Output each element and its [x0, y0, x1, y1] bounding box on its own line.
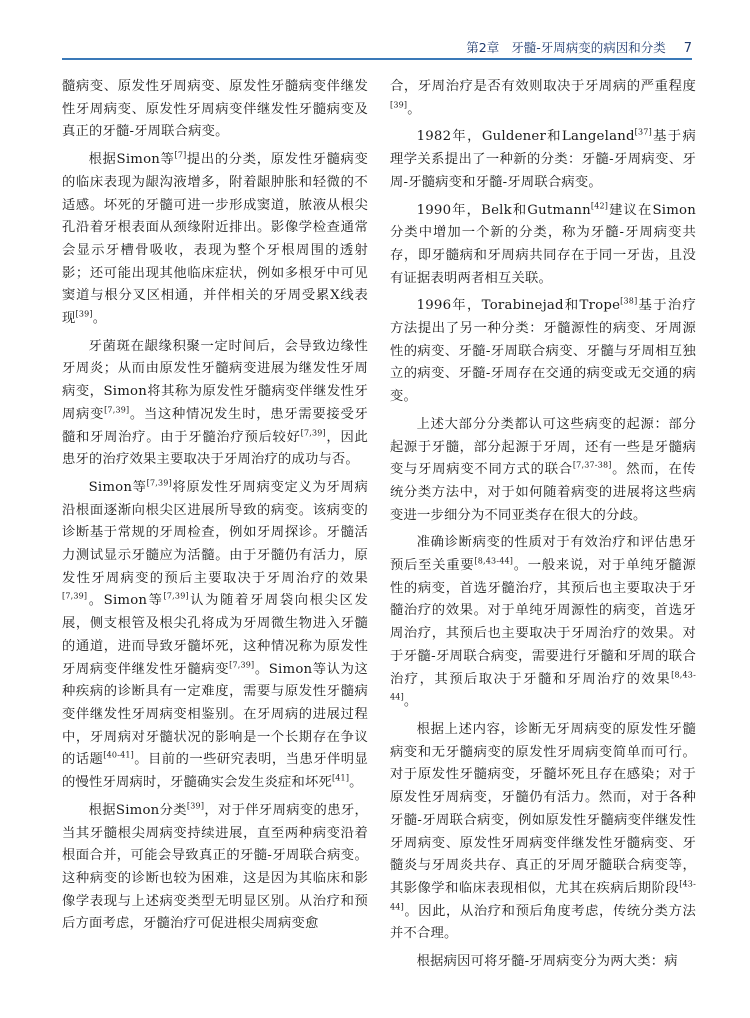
paragraph-text: 认为随着牙周袋向根尖区发展，侧支根管及根尖孔将成为牙周微生物进入牙髓的通道，进而导致牙髓坏死，这种情况称为原发性牙周病变伴继发性牙髓病变 [62, 593, 368, 677]
paragraph [62, 477, 368, 795]
paragraph [62, 800, 368, 936]
paragraph-text: 。 [403, 694, 418, 710]
citation: [7,39] [300, 428, 326, 438]
paragraph-text: 1996年，Torabinejad和Trope [416, 298, 621, 314]
chapter-title: 牙髓-牙周病变的病因和分类 [511, 40, 666, 55]
paragraph-text: 根据Simon等 [88, 152, 175, 168]
citation: [38] [620, 296, 638, 306]
paragraph-text: 。目前的一些研究表明，当患牙伴明显的慢性牙周病时，牙髓确实会发生炎症和坏死 [62, 752, 368, 791]
paragraph [390, 719, 696, 946]
citation: [39] [390, 100, 408, 110]
paragraph-text: 。因此，从治疗和预后角度考虑，传统分类方法并不合理。 [390, 903, 696, 942]
paragraph [390, 951, 696, 974]
paragraph-text: 牙菌斑在龈缘积聚一定时间后，会导致边缘性牙周炎；从而由原发性牙髓病变进展为继发性牙周病变，Simon将其称为原发性牙髓病变伴继发性牙周病变 [62, 338, 368, 422]
paragraph [62, 149, 368, 331]
citation: [8,43-44] [474, 556, 514, 566]
paragraph-text: 。一般来说，对于单纯牙髓源性的病变，首选牙髓治疗，其预后也主要取决于牙髓治疗的效果。对于单纯牙周源性的病变，首选牙周治疗，其预后也主要取决于牙周治疗的效果。对于牙髓-牙周联合病变，需要进行牙髓和牙周的联合治疗，其预后取决于牙髓和牙周治疗的效果 [390, 558, 696, 687]
citation: [43-44] [390, 879, 696, 912]
paragraph-text: 。 [407, 101, 421, 117]
paragraph-text: 基于病理学关系提出了一种新的分类：牙髓-牙周病变、牙周-牙髓病变和牙髓-牙周联合病变。 [390, 129, 696, 190]
paragraph-text: 根据病因可将牙髓-牙周病变分为两大类：病 [416, 954, 678, 970]
citation: [7] [174, 150, 187, 160]
right-column [390, 76, 696, 979]
paragraph-text: 。Simon等认为这种疾病的诊断具有一定难度，需要与原发性牙髓病变伴继发性牙周病变相鉴别。在牙周病的进展过程中，牙周病对牙髓状况的影响是一个长期存在争议的话题 [62, 661, 368, 768]
citation: [40-41] [103, 750, 135, 760]
citation: [39] [186, 801, 205, 811]
paragraph [390, 532, 696, 714]
citation: [7,39] [146, 478, 172, 488]
paragraph-text: 髓病变、原发性牙周病变、原发性牙髓病变伴继发性牙周病变、原发性牙周病变伴继发性牙髓病变及真正的牙髓-牙周联合病变。 [62, 79, 368, 140]
citation: [7,39] [104, 405, 130, 415]
page-header [62, 36, 692, 64]
citation: [7,37-38] [572, 460, 612, 470]
paragraph-text: ，对于伴牙周病变的患牙，当其牙髓根尖周病变持续进展，直至两种病变沿着根面合并，可能会导致真正的牙髓-牙周联合病变。这种病变的诊断也较为困难，这是因为其临床和影像学表现与上述病变类型无明显区别。从治疗和预后方面考虑，牙髓治疗可促进根尖周病变愈 [62, 802, 369, 932]
paragraph-text: 基于治疗方法提出了另一种分类：牙髓源性的病变、牙周源性的病变、牙髓-牙周联合病变、牙髓与牙周相互独立的病变、牙髓-牙周存在交通的病变或无交通的病变。 [390, 298, 696, 405]
paragraph [390, 414, 696, 528]
paragraph-text: 将原发性牙周病变定义为牙周病沿根面逐渐向根尖区进展所导致的病变。该病变的诊断基于常规的牙周检查，例如牙周探诊。牙髓活力测试显示牙髓应为活髓。由于牙髓仍有活力，原发性牙周病变的预后主要取决于牙周治疗的效果 [62, 479, 368, 586]
paragraph-text: 上述大部分分类都认可这些病变的起源：部分起源于牙髓，部分起源于牙周，还有一些是牙髓病变与牙周病变不同方式的联合 [390, 416, 696, 478]
paragraph [390, 295, 696, 409]
citation: [7,39] [62, 592, 88, 602]
paragraph-text: 。当这种情况发生时，患牙需要接受牙髓和牙周治疗。由于牙髓治疗预后较好 [62, 406, 368, 445]
citation: [8,43-44] [390, 670, 696, 702]
left-column [62, 76, 368, 941]
citation: [7,39] [163, 592, 189, 602]
paragraph-text: 1990年，Belk和Gutmann [416, 202, 591, 218]
citation: [37] [634, 127, 652, 137]
paragraph-text: 提出的分类，原发性牙髓病变的临床表现为龈沟液增多，附着龈肿胀和轻微的不适感。坏死的牙髓可进一步形成窦道，脓液从根尖孔沿着牙根表面从颈缘附近排出。影像学检查通常会显示牙槽骨吸收，表现为整个牙根周围的透射影；还可能出现其他临床症状，例如多根牙中可见窦道与根分叉区相通，并伴相关的牙周受累X线表现 [62, 152, 368, 327]
paragraph [390, 200, 696, 291]
citation: [42] [590, 201, 609, 211]
paragraph [390, 126, 696, 194]
paragraph [62, 336, 368, 472]
paragraph-text: 。然而，在传统分类方法中，对于如何随着病变的进展将这些病变进一步细分为不同亚类存在很大的分歧。 [390, 462, 697, 523]
paragraph-text: 建议在Simon分类中增加一个新的分类，称为牙髓-牙周病变共存，即牙髓病和牙周病共同存在于同一牙齿，且没有证据表明两者相互关联。 [390, 202, 697, 286]
citation: [7,39] [229, 660, 255, 670]
paragraph-text: 。Simon等 [87, 593, 164, 609]
paragraph-text: 。 [92, 311, 107, 327]
paragraph-text: 1982年，Guldener和Langeland [416, 129, 635, 145]
page-number: 7 [683, 41, 692, 56]
paragraph-text: ，因此患牙的治疗效果主要取决于牙周治疗的成功与否。 [62, 429, 368, 468]
header-rule [62, 58, 692, 60]
citation: [41] [331, 773, 350, 783]
paragraph-text: 准确诊断病变的性质对于有效治疗和评估患牙预后至关重要 [390, 535, 696, 574]
paragraph [390, 76, 696, 121]
paragraph-text: 合，牙周治疗是否有效则取决于牙周病的严重程度 [390, 79, 696, 94]
running-header [466, 38, 692, 56]
paragraph [62, 76, 368, 144]
paragraph-text: Simon等 [88, 479, 147, 495]
citation: [39] [75, 309, 93, 319]
paragraph-text: 根据Simon分类 [88, 802, 187, 818]
chapter-label: 第2章 [466, 40, 500, 55]
paragraph-text: 。 [349, 775, 363, 791]
paragraph-text: 根据上述内容，诊断无牙周病变的原发性牙髓病变和无牙髓病变的原发性牙周病变简单而可行。对于原发性牙髓病变，牙髓坏死且存在感染；对于原发性牙周病变，牙髓仍有活力。然而，对于各种牙髓-牙周联合病变，例如原发性牙髓病变伴继发性牙周病变、原发性牙周病变伴继发性牙髓病变、牙髓炎与牙周炎共存、真正的牙周牙髓联合病变等，其影像学和临床表现相似，尤其在疾病后期阶段 [390, 721, 696, 896]
